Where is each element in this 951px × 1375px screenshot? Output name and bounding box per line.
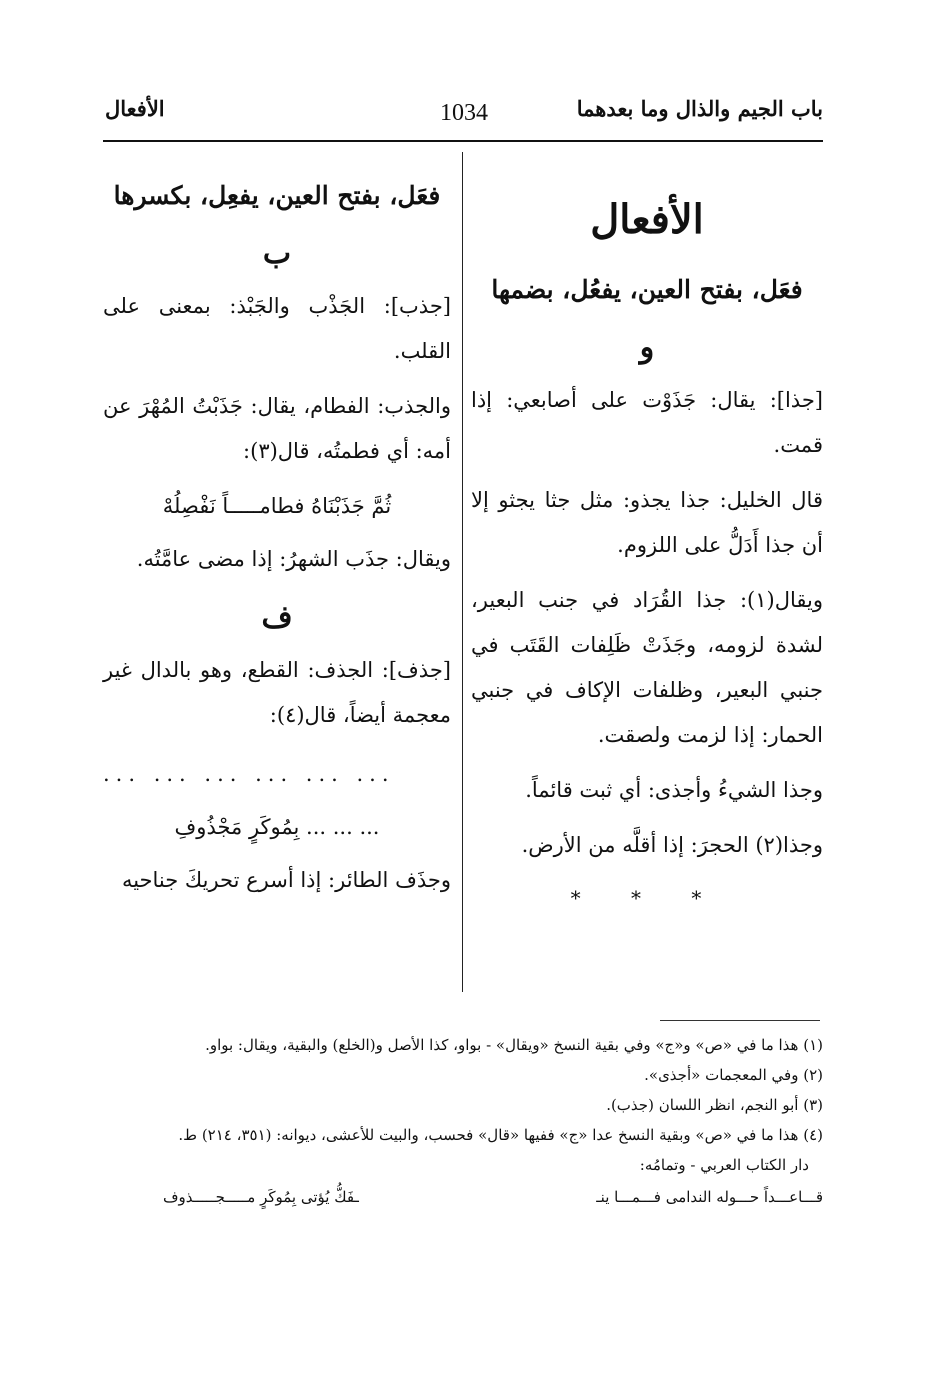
footnote-1: (١) هذا ما في «ص» و«ج» وفي بقية النسخ «ويقال» - بواو، كذا الأصل و(الخلع) والبقية، ويقال: بواو. bbox=[205, 1036, 823, 1054]
poetry-verse: ... ... ... بِمُوكَرٍ مَجْذُوفِ bbox=[174, 815, 380, 839]
letter-heading-waw: و bbox=[639, 330, 655, 365]
running-head-section: الأفعال bbox=[105, 96, 165, 121]
letter-heading-fa: ف bbox=[261, 600, 293, 635]
verse-ellipsis: ... ... ... ... ... ... bbox=[103, 762, 395, 786]
column-divider bbox=[462, 152, 463, 992]
entry-paragraph: [جذف]: الجذف: القطع، وهو بالدال غير معجمة أيضاً، قال(٤): bbox=[103, 658, 451, 727]
entry-paragraph: [جذب]: الجَذْب والجَبْذ: بمعنى على القلب. bbox=[103, 294, 451, 363]
footnote-rule bbox=[660, 1020, 820, 1021]
footnote-verse-first-hemistich: قـــاعـــداً حـــوله الندامى فـــمـــا ينـ bbox=[596, 1188, 823, 1206]
footnotes bbox=[123, 1032, 823, 1210]
section-title: الأفعال bbox=[590, 196, 704, 243]
entry-paragraph: ويقال: جذَب الشهرُ: إذا مضى عامَّتُه. bbox=[136, 547, 451, 571]
entry-paragraph: وجذا الشيءُ وأجذى: أي ثبت قائماً. bbox=[525, 778, 823, 802]
footnote-2: (٢) وفي المعجمات «أجذى». bbox=[644, 1066, 823, 1084]
header-rule bbox=[103, 140, 823, 142]
entry-paragraph: ويقال(١): جذا القُرَاد في جنب البعير، لشدة لزومه، وجَذَتْ ظَلِفات القَتَب في جنبي البعير، وظلفات الإكاف في جنبي الحمار: إذا لزمت ولصقت. bbox=[471, 588, 823, 747]
section-subheading: فعَل، بفتح العين، يفعُل، بضمها bbox=[491, 275, 803, 304]
letter-heading-ba: ب bbox=[262, 236, 292, 271]
footnote-4-continuation: دار الكتاب العربي - وتمامُه: bbox=[639, 1156, 809, 1174]
footnote-4: (٤) هذا ما في «ص» وبقية النسخ عدا «ج» ففيها «قال» فحسب، والبيت للأعشى، ديوانه: (٣٥١، ٢١٤) ط. bbox=[178, 1126, 823, 1144]
footnote-3: (٣) أبو النجم، انظر اللسان (جذب). bbox=[606, 1096, 823, 1114]
page-number: 1034 bbox=[440, 100, 488, 126]
entry-paragraph: وجذَف الطائر: إذا أسرع تحريكَ جناحيه bbox=[121, 868, 451, 892]
entry-paragraph: وجذا(٢) الحجرَ: إذا أقلَّه من الأرض. bbox=[521, 833, 823, 857]
footnote-verse bbox=[123, 1184, 823, 1210]
poetry-verse: ثُمَّ جَذَبْنَاهُ فطامـــــاً نَفْصِلُهْ bbox=[162, 494, 392, 518]
right-column bbox=[471, 150, 823, 918]
running-head-chapter: باب الجيم والذال وما بعدهما bbox=[576, 96, 823, 121]
entry-paragraph: قال الخليل: جذا يجذو: مثل جثا يجثو إلا أن جذا أَدَلُّ على اللزوم. bbox=[471, 488, 823, 557]
footnote-verse-second-hemistich: ـفَكُّ يُؤتى بِمُوكَرٍ مـــــجـــــذوف bbox=[163, 1188, 359, 1206]
entry-paragraph: والجذب: الفطام، يقال: جَذَبْتُ المُهْرَ عن أمه: أي فطمتُه، قال(٣): bbox=[103, 394, 451, 463]
left-column bbox=[103, 150, 451, 913]
section-subheading: فعَل، بفتح العين، يفعِل، بكسرها bbox=[113, 181, 441, 210]
section-end-stars: * * * bbox=[570, 886, 724, 910]
entry-paragraph: [جذا]: يقال: جَذَوْت على أصابعي: إذا قمت. bbox=[471, 388, 823, 457]
